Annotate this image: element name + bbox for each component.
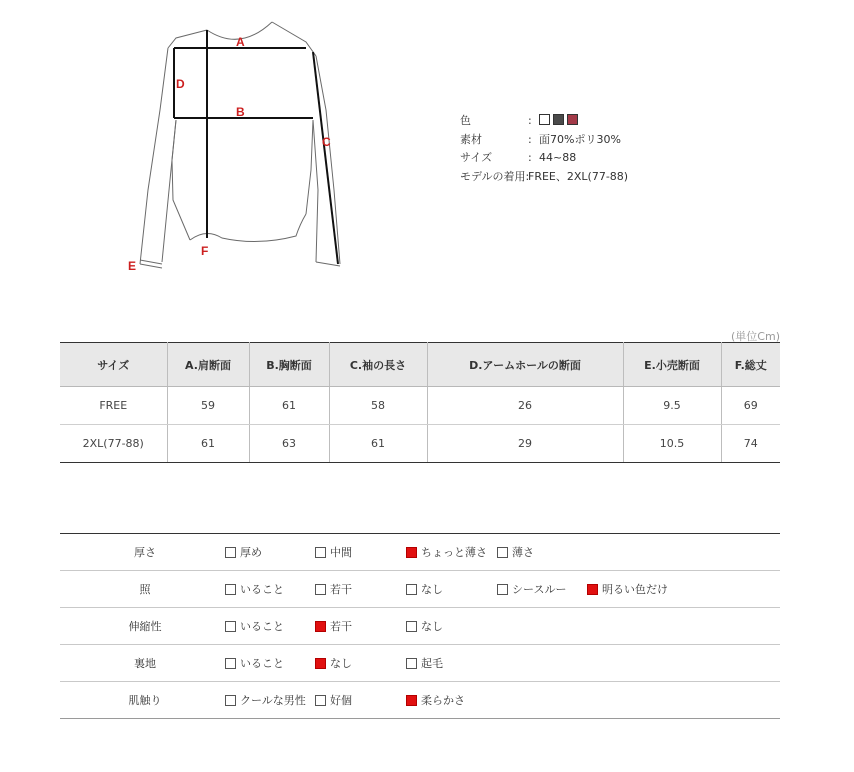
attr-label: 厚さ [60, 534, 225, 571]
attr-option [225, 581, 284, 597]
attr-option [587, 581, 668, 597]
attr-option [406, 692, 465, 708]
fabric-attributes-table [60, 533, 780, 719]
checkbox [406, 547, 417, 558]
checkbox [406, 658, 417, 669]
attr-option-label: ちょっと薄さ [421, 546, 487, 559]
checkbox [406, 695, 417, 706]
color-swatch-charcoal [553, 114, 564, 125]
attr-row-texture [60, 682, 780, 719]
label-d: D [176, 77, 185, 91]
checkbox [497, 584, 508, 595]
attr-option [315, 581, 352, 597]
size-cell: 26 [427, 387, 623, 425]
color-swatch-wine [567, 114, 578, 125]
size-cell: 63 [249, 425, 329, 463]
attr-option [225, 618, 284, 634]
info-color-row [460, 112, 628, 131]
color-swatch-white [539, 114, 550, 125]
attr-option [315, 692, 352, 708]
checkbox [587, 584, 598, 595]
attr-option-label: 厚め [240, 546, 262, 559]
attr-label: 肌触り [60, 682, 225, 719]
label-b: B [236, 105, 245, 119]
size-table [60, 342, 780, 463]
size-header-size: サイズ [60, 343, 167, 387]
attr-option-label: 柔らかさ [421, 694, 465, 707]
checkbox [406, 621, 417, 632]
size-header-cuff: E.小売断面 [623, 343, 721, 387]
label-a: A [236, 35, 245, 49]
checkbox [225, 584, 236, 595]
attr-option [406, 544, 487, 560]
attr-option-label: クールな男性 [240, 694, 306, 707]
attr-label: 照 [60, 571, 225, 608]
table-row [60, 387, 780, 425]
size-cell: 2XL(77-88) [60, 425, 167, 463]
attr-option-label: 若干 [330, 583, 352, 596]
attr-option [497, 581, 566, 597]
size-cell: 59 [167, 387, 249, 425]
size-header-length: F.総丈 [721, 343, 780, 387]
unit-note: (単位Cm) [731, 330, 780, 343]
info-size-row [460, 149, 628, 168]
attr-option-label: なし [421, 620, 443, 633]
attr-option [225, 692, 306, 708]
info-color-colon: : [528, 114, 532, 127]
info-color-label: 色 [460, 114, 471, 127]
color-swatches [539, 112, 581, 131]
attr-row-lining [60, 645, 780, 682]
size-cell: 9.5 [623, 387, 721, 425]
attr-option-label: いること [240, 620, 284, 633]
attr-option-label: いること [240, 583, 284, 596]
info-material-colon: : [528, 132, 532, 146]
checkbox [225, 621, 236, 632]
attr-options [225, 645, 780, 682]
checkbox [225, 658, 236, 669]
attr-option [406, 618, 443, 634]
label-f: F [201, 244, 209, 258]
attr-row-thickness [60, 534, 780, 571]
checkbox [225, 695, 236, 706]
attr-options [225, 608, 780, 645]
attr-option-label: 好個 [330, 694, 352, 707]
checkbox [406, 584, 417, 595]
size-header-chest: B.胸断面 [249, 343, 329, 387]
checkbox [315, 584, 326, 595]
attr-option [225, 655, 284, 671]
attr-option-label: シースルー [512, 583, 567, 596]
size-header-sleeve: C.袖の長さ [329, 343, 427, 387]
attr-option [406, 655, 443, 671]
info-model-row [460, 168, 628, 187]
attr-options [225, 682, 780, 719]
attr-options [225, 571, 780, 608]
attr-options [225, 534, 780, 571]
info-size-colon: : [528, 151, 532, 164]
attr-option-label: いること [240, 657, 284, 670]
info-material-label: 素材 [460, 132, 482, 146]
attr-option-label: 明るい色だけ [602, 583, 668, 596]
label-c: C [322, 135, 331, 149]
checkbox [225, 547, 236, 558]
size-cell: 74 [721, 425, 780, 463]
size-cell: 29 [427, 425, 623, 463]
info-material-value: 面70%ポリ30% [539, 132, 621, 146]
info-size-value: 44~88 [539, 151, 577, 164]
attr-option-label: なし [330, 657, 352, 670]
size-table-header-row [60, 343, 780, 387]
attr-option [315, 544, 352, 560]
attr-row-sheerness [60, 571, 780, 608]
size-cell: 58 [329, 387, 427, 425]
checkbox [315, 658, 326, 669]
info-material-row [460, 131, 628, 150]
attr-option [497, 544, 534, 560]
checkbox [315, 547, 326, 558]
size-cell: FREE [60, 387, 167, 425]
size-header-armhole: D.アームホールの断面 [427, 343, 623, 387]
label-e: E [128, 259, 137, 273]
attr-option-label: なし [421, 583, 443, 596]
info-model-value: FREE、2XL(77-88) [528, 169, 629, 183]
checkbox [497, 547, 508, 558]
attr-option-label: 若干 [330, 620, 352, 633]
size-cell: 61 [167, 425, 249, 463]
size-cell: 61 [249, 387, 329, 425]
size-cell: 61 [329, 425, 427, 463]
attr-option [225, 544, 262, 560]
attr-option [315, 618, 352, 634]
attr-option-label: 中間 [330, 546, 352, 559]
checkbox [315, 621, 326, 632]
attr-option [406, 581, 443, 597]
attr-row-stretch [60, 608, 780, 645]
info-model-label: モデルの着用: [460, 169, 530, 183]
checkbox [315, 695, 326, 706]
size-header-shoulder: A.肩断面 [167, 343, 249, 387]
size-cell: 10.5 [623, 425, 721, 463]
product-info [460, 112, 628, 186]
attr-label: 伸縮性 [60, 608, 225, 645]
attr-option-label: 起毛 [421, 657, 443, 670]
attr-option [315, 655, 352, 671]
table-row [60, 425, 780, 463]
size-cell: 69 [721, 387, 780, 425]
attr-label: 裏地 [60, 645, 225, 682]
info-size-label: サイズ [460, 151, 493, 164]
attr-option-label: 薄さ [512, 546, 534, 559]
garment-measurement-diagram [0, 0, 360, 290]
